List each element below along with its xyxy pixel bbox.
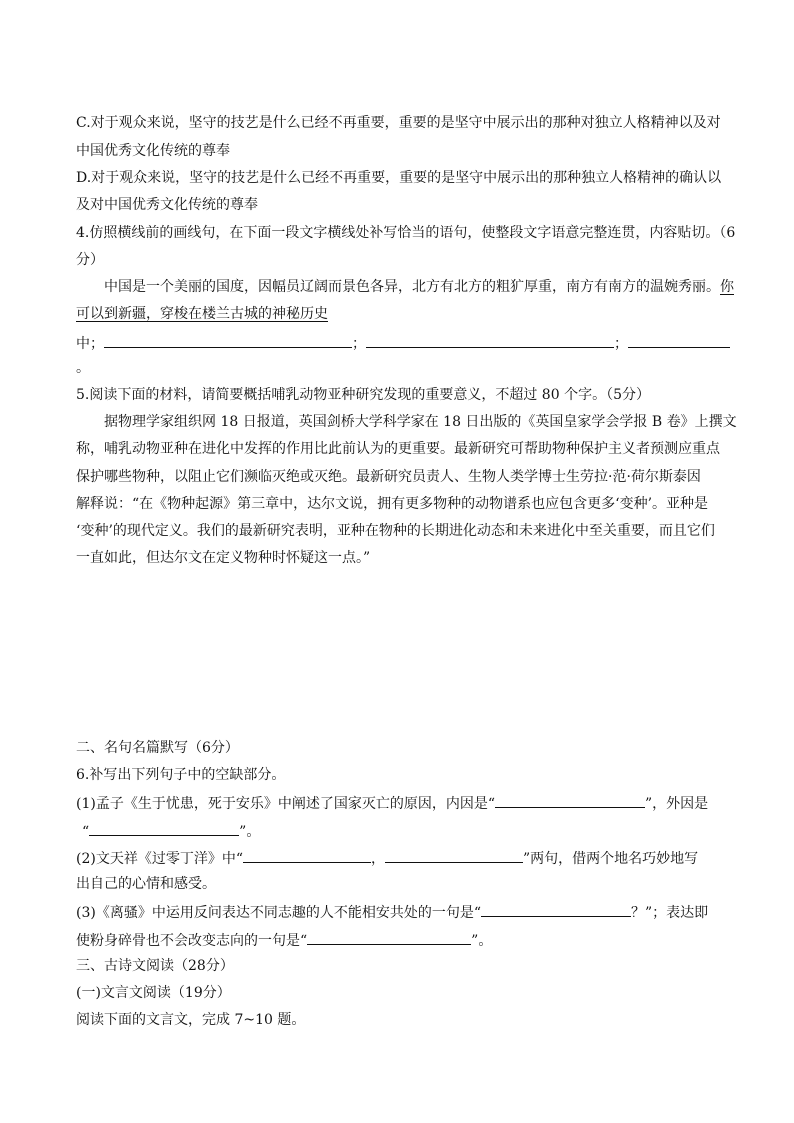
q6-3-blank-2[interactable] [307,929,471,945]
section3-subheading: (一)文言文阅读（19分） [76,985,231,1001]
q6-stem: 6.补写出下列句子中的空缺部分。 [76,767,286,783]
q6-2-blank-2[interactable] [385,847,523,863]
q4-model-sentence: 可以到新疆，穿梭在楼兰古城的神秘历史 [76,306,328,322]
q5-material-line: 保护哪些物种，以阻止它们濒临灭绝或灭绝。最新研究员责人、生物人类学博士生劳拉·范·荷尔斯泰因 [76,469,701,485]
q6-1-text: “ [82,824,90,840]
q4-stem-line2: 分） [76,252,104,268]
q4-passage-line2 [76,304,726,324]
q4-zhong: 中 [76,336,90,352]
q6-3-text: ？”；表达即 [631,905,709,921]
q4-answer-row [76,332,718,352]
q4-blank-2[interactable] [366,332,614,348]
q6-1-line1 [76,792,726,814]
section3-instruction: 阅读下面的文言文，完成 7~10 题。 [76,1012,306,1028]
q6-1-blank-1[interactable] [495,792,645,808]
q4-blank-1[interactable] [104,332,352,348]
q4-sep: ； [614,336,628,352]
q6-3-text: 使粉身碎骨也不会改变志向的一句是“ [76,933,308,949]
q3-option-d-line2: 及对中国优秀文化传统的尊奉 [76,197,258,213]
q6-2-blank-1[interactable] [243,847,371,863]
q6-1-text: ”，外因是 [645,796,709,812]
q5-material-line: 称，哺乳动物亚种在进化中发挥的作用比此前认为的更重要。最新研究可帮助物种保护主义者预测应重点 [76,441,720,457]
q6-2-text: ”两句，借两个地名巧妙地写 [523,851,699,867]
q5-material-line: 据物理学家组织网 18 日报道，英国剑桥大学科学家在 18 日出版的《英国皇家学会学报 B 卷》上撰文 [104,414,737,430]
q6-2-text: (2)文天祥《过零丁洋》中“ [76,851,243,867]
q6-3-line2 [76,929,726,951]
q4-sep: ； [352,336,366,352]
q6-1-line2 [76,820,726,842]
q4-blank-3[interactable] [628,332,730,348]
q5-material-line: ‘变种’的现代定义。我们的最新研究表明，亚种在物种的长期进化动态和未来进化中至关重要，而且它们 [76,523,715,539]
q6-3-text: (3)《离骚》中运用反问表达不同志趣的人不能相安共处的一句是“ [76,905,481,921]
q4-passage-line1 [104,277,734,297]
q4-stem-line1: 4.仿照横线前的画线句，在下面一段文字横线处补写恰当的语句，使整段文字语意完整连贯，内容贴切。（6 [76,225,736,241]
q6-1-text: ”。 [239,824,261,840]
q4-passage-text: 中国是一个美丽的国度，因幅员辽阔而景色各异，北方有北方的粗犷厚重，南方有南方的温婉秀丽。 [104,279,720,295]
q4-end-mark: 。 [76,360,90,376]
q6-2-text: ， [371,851,385,867]
section3-heading: 三、古诗文阅读（28分） [76,958,234,974]
section2-heading: 二、名句名篇默写（6分） [76,740,239,756]
q5-material-line: 一直如此，但达尔文在定义物种时怀疑这一点。” [76,550,371,566]
q3-option-c-line2: 中国优秀文化传统的尊奉 [76,143,230,159]
q6-3-blank-1[interactable] [481,901,631,917]
q6-2-line1 [76,847,726,869]
q6-2-line2: 出自己的心情和感受。 [76,876,216,892]
q6-3-line1 [76,901,726,923]
q4-sep: ； [90,336,104,352]
q5-material-line: 解释说：“在《物种起源》第三章中，达尔文说，拥有更多物种的动物谱系也应包含更多‘变种’。亚种是 [76,496,709,512]
q3-option-d-line1: D.对于观众来说，坚守的技艺是什么已经不再重要，重要的是坚守中展示出的那种独立人格精神的确认以 [76,170,722,186]
q5-stem: 5.阅读下面的材料，请简要概括哺乳动物亚种研究发现的重要意义，不超过 80 个字。（5分） [76,387,650,403]
q4-model-sentence-start: 你 [720,279,734,295]
q6-1-text: (1)孟子《生于忧患，死于安乐》中阐述了国家灭亡的原因，内因是“ [76,796,495,812]
q6-3-text: ”。 [471,933,493,949]
q6-1-blank-2[interactable] [89,820,239,836]
q3-option-c-line1: C.对于观众来说，坚守的技艺是什么已经不再重要，重要的是坚守中展示出的那种对独立人格精神以及对 [76,115,721,131]
